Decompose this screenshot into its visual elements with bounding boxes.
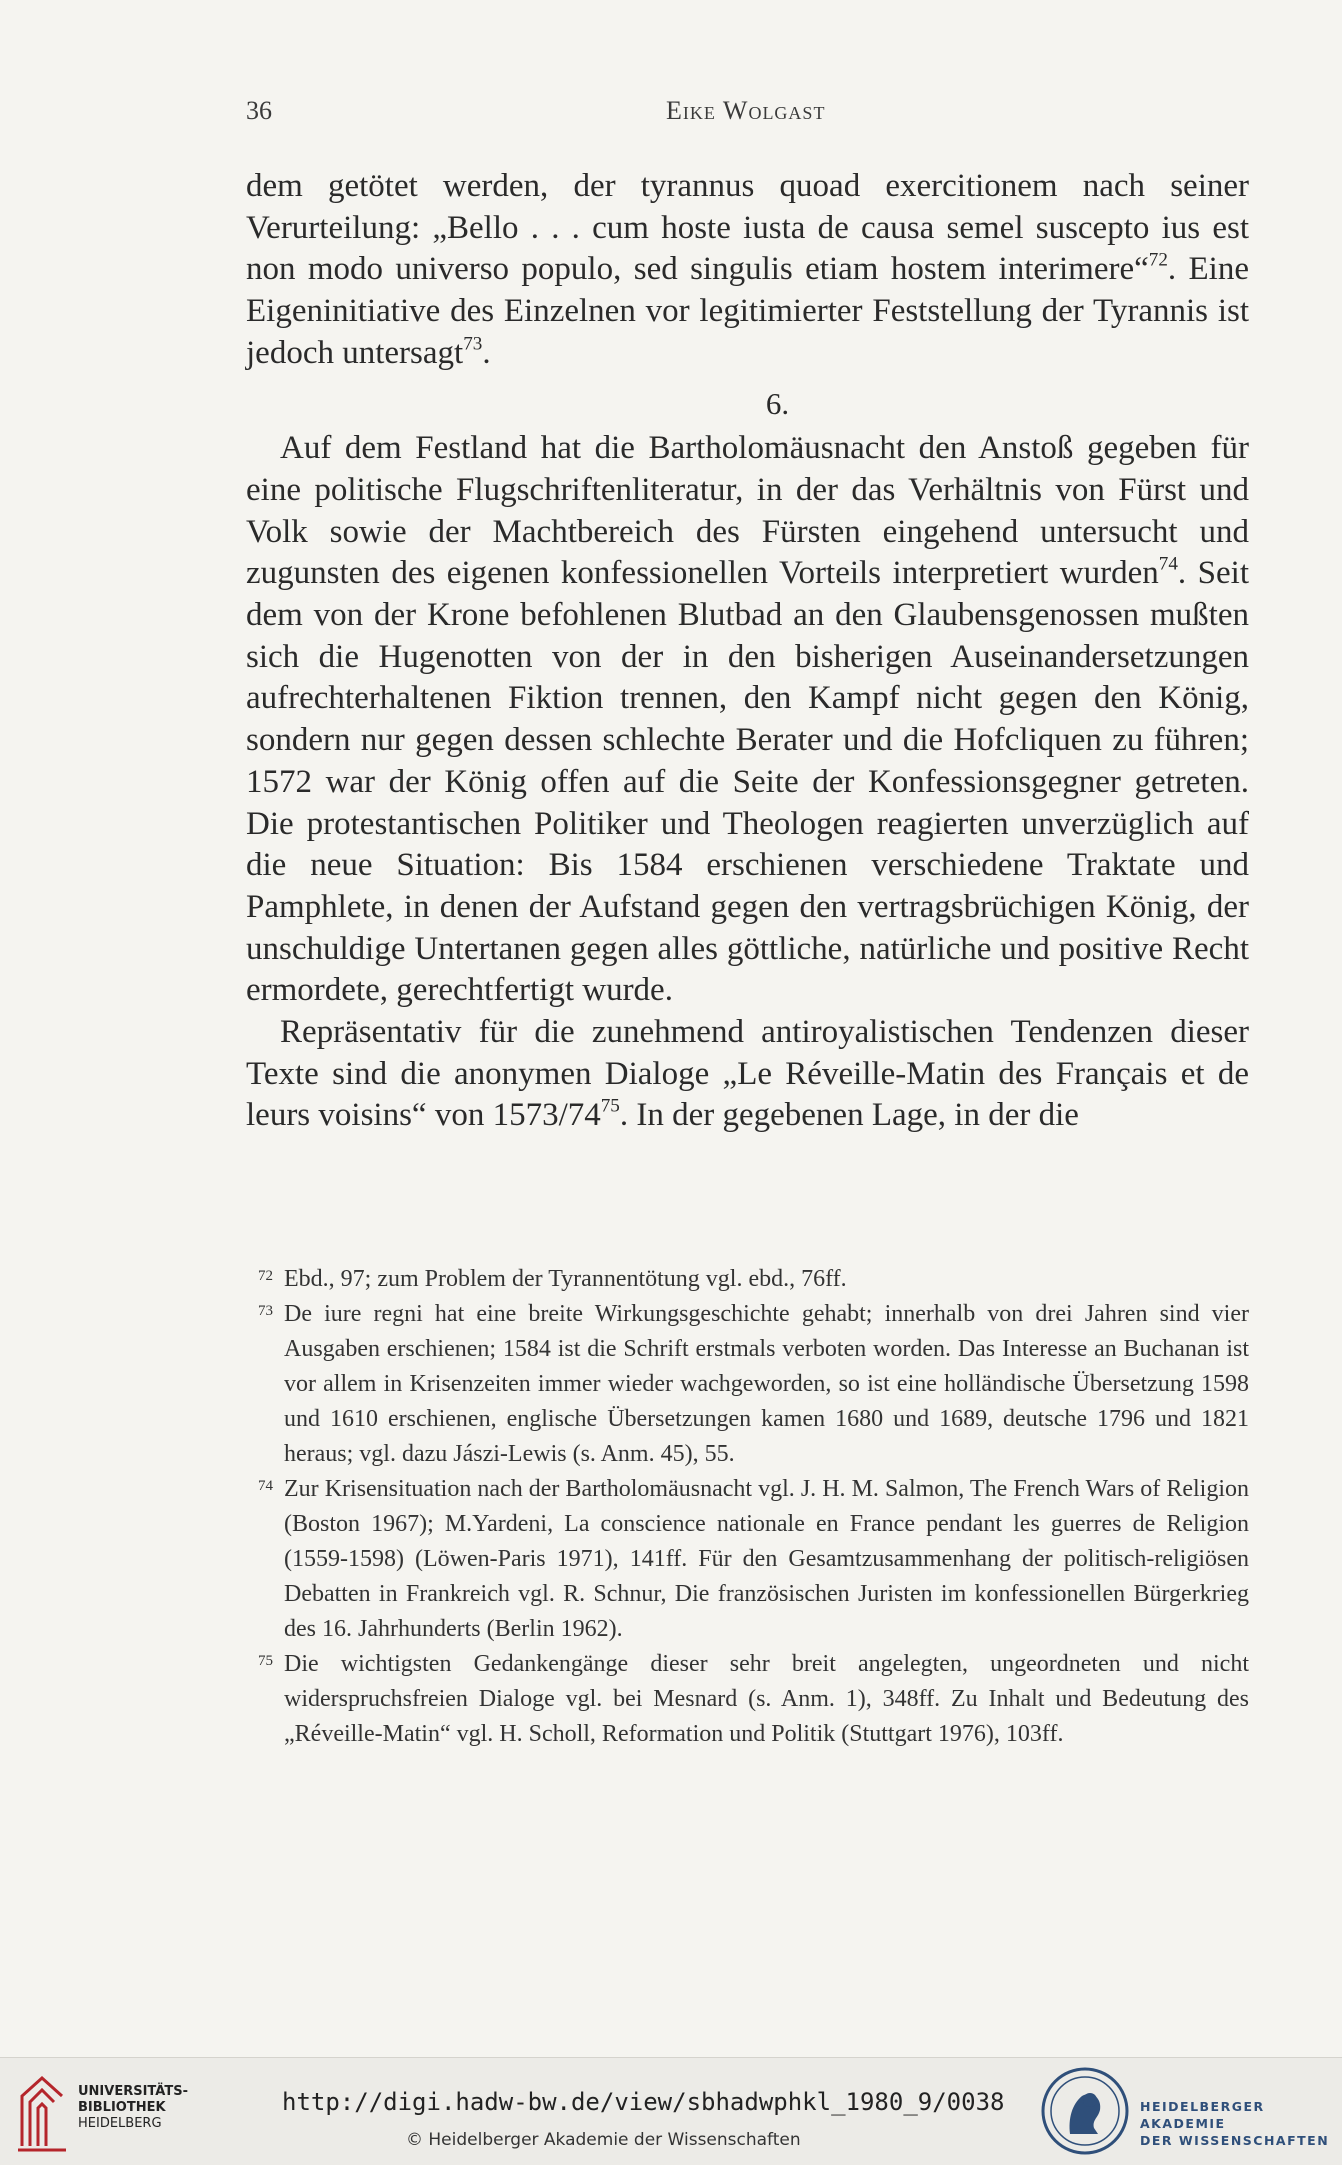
- university-library-logo-icon: [12, 2066, 72, 2156]
- footnote-number: 75: [258, 1653, 273, 1669]
- digitization-footer: [0, 2057, 1342, 2165]
- academy-name: [1140, 2098, 1342, 2149]
- paragraph-1-text-c: .: [482, 334, 491, 371]
- footnote-number: 72: [258, 1268, 273, 1284]
- permalink-url[interactable]: http://digi.hadw-bw.de/view/sbhadwphkl_1980_9/0038: [282, 2088, 1005, 2116]
- footnote-number: 73: [258, 1303, 273, 1319]
- footnote-72: [246, 1262, 1249, 1297]
- running-head-author: Eike Wolgast: [666, 96, 826, 125]
- footnote-ref-72[interactable]: 72: [1148, 250, 1168, 272]
- footnote-75: [246, 1647, 1249, 1752]
- academy-seal-icon: [1040, 2064, 1130, 2158]
- footnote-ref-75[interactable]: 75: [600, 1096, 620, 1118]
- footnote-text: Die wichtigsten Gedankengänge dieser sehr breit angelegten, ungeordneten und nicht widerspruchsfreien Dialoge vgl. bei Mesnard (s. Anm. 1), 348ff. Zu Inhalt und Bedeutung des „Réveille-Matin“ vgl. H. Scholl, Reformation und Politik (Stuttgart 1976), 103ff.: [284, 1651, 1249, 1747]
- academy-name-line-2: DER WISSENSCHAFTEN: [1140, 2133, 1330, 2148]
- footnote-text: De iure regni hat eine breite Wirkungsgeschichte gehabt; innerhalb von drei Jahren sind vier Ausgaben erschienen; 1584 ist die Schrift erstmals verboten worden. Das Interesse an Buchanan ist vor allem in Krisenzeiten immer wieder wachgeworden, so ist eine holländische Übersetzung 1598 und 1610 erschienen, englische Übersetzungen kamen 1680 und 1689, deutsche 1796 und 1821 heraus; vgl. dazu Jászi-Lewis (s. Anm. 45), 55.: [284, 1301, 1249, 1467]
- footnote-text: Zur Krisensituation nach der Bartholomäusnacht vgl. J. H. M. Salmon, The French Wars of Religion (Boston 1967); M.Yardeni, La conscience nationale en France pendant les guerres de Religion (1559-1598) (Löwen-Paris 1971), 141ff. Für den Gesamtzusammenhang der politisch-religiösen Debatten in Frankreich vgl. R. Schnur, Die französischen Juristen im konfessionellen Bürgerkrieg des 16. Jahrhunderts (Berlin 1962).: [284, 1476, 1249, 1642]
- paragraph-1: [246, 166, 1249, 375]
- footnote-73: [246, 1297, 1249, 1472]
- library-name: [78, 2084, 188, 2132]
- paragraph-1-text-b: . Eine Eigeninitiative des Einzelnen vor legitimierter Feststellung der Tyrannis ist jedoch untersagt: [246, 251, 1249, 371]
- footnotes: [246, 1262, 1249, 1752]
- paragraph-2-text-a: Auf dem Festland hat die Bartholomäusnacht den Anstoß gegeben für eine politische Flugschriftenliteratur, in der das Verhältnis von Fürst und Volk sowie der Machtbereich des Fürsten eingehend untersucht und zugunsten des eigenen konfessionellen Vorteils interpretiert wurden: [246, 430, 1249, 592]
- footnote-text: Ebd., 97; zum Problem der Tyrannentötung vgl. ebd., 76ff.: [284, 1266, 847, 1292]
- footnote-number: 74: [258, 1478, 273, 1494]
- page-number: 36: [246, 96, 272, 125]
- library-name-line-2: BIBLIOTHEK: [78, 2100, 166, 2115]
- paragraph-3-text-a: Repräsentativ für die zunehmend antiroyalistischen Tendenzen dieser Texte sind die anonymen Dialoge „Le Réveille-Matin des Français et de leurs voisins“ von 1573/74: [246, 1014, 1249, 1134]
- academy-name-line-1: HEIDELBERGER AKADEMIE: [1140, 2099, 1265, 2131]
- paragraph-3-text-b: . In der gegebenen Lage, in der die: [619, 1097, 1079, 1134]
- paragraph-2-text-b: . Seit dem von der Krone befohlenen Blutbad an den Glaubensgenossen mußten sich die Hugenotten von der in den bisherigen Auseinandersetzungen aufrechterhaltenen Fiktion trennen, den Kampf nicht gegen den König, sondern nur gegen dessen schlechte Berater und die Hofcliquen zu führen; 1572 war der König offen auf die Seite der Konfessionsgegner getreten. Die protestantischen Politiker und Theologen reagierten unverzüglich auf die neue Situation: Bis 1584 erschienen verschiedene Traktate und Pamphlete, in denen der Aufstand gegen den vertragsbrüchigen König, der unschuldige Untertanen gegen alles göttliche, natürliche und positive Recht ermordete, gerechtfertigt wurde.: [246, 555, 1249, 1009]
- library-name-line-1: UNIVERSITÄTS-: [78, 2084, 188, 2099]
- paragraph-1-text-a: dem getötet werden, der tyrannus quoad exercitionem nach seiner Verurteilung: „Bello . . . cum hoste iusta de causa semel suscepto ius est non modo universo populo, sed singulis etiam hostem interimere“: [246, 168, 1249, 288]
- main-text: [246, 166, 1249, 1137]
- library-name-line-3: HEIDELBERG: [78, 2116, 162, 2131]
- paragraph-3: [246, 1012, 1249, 1137]
- paragraph-2: [246, 428, 1249, 1012]
- footnote-ref-73[interactable]: 73: [463, 333, 483, 355]
- footnote-ref-74[interactable]: 74: [1158, 553, 1178, 575]
- section-number: 6.: [765, 385, 790, 421]
- running-head: [246, 96, 1248, 130]
- copyright-notice: © Heidelberger Akademie der Wissenschaften: [406, 2130, 801, 2150]
- footnote-74: [246, 1472, 1249, 1647]
